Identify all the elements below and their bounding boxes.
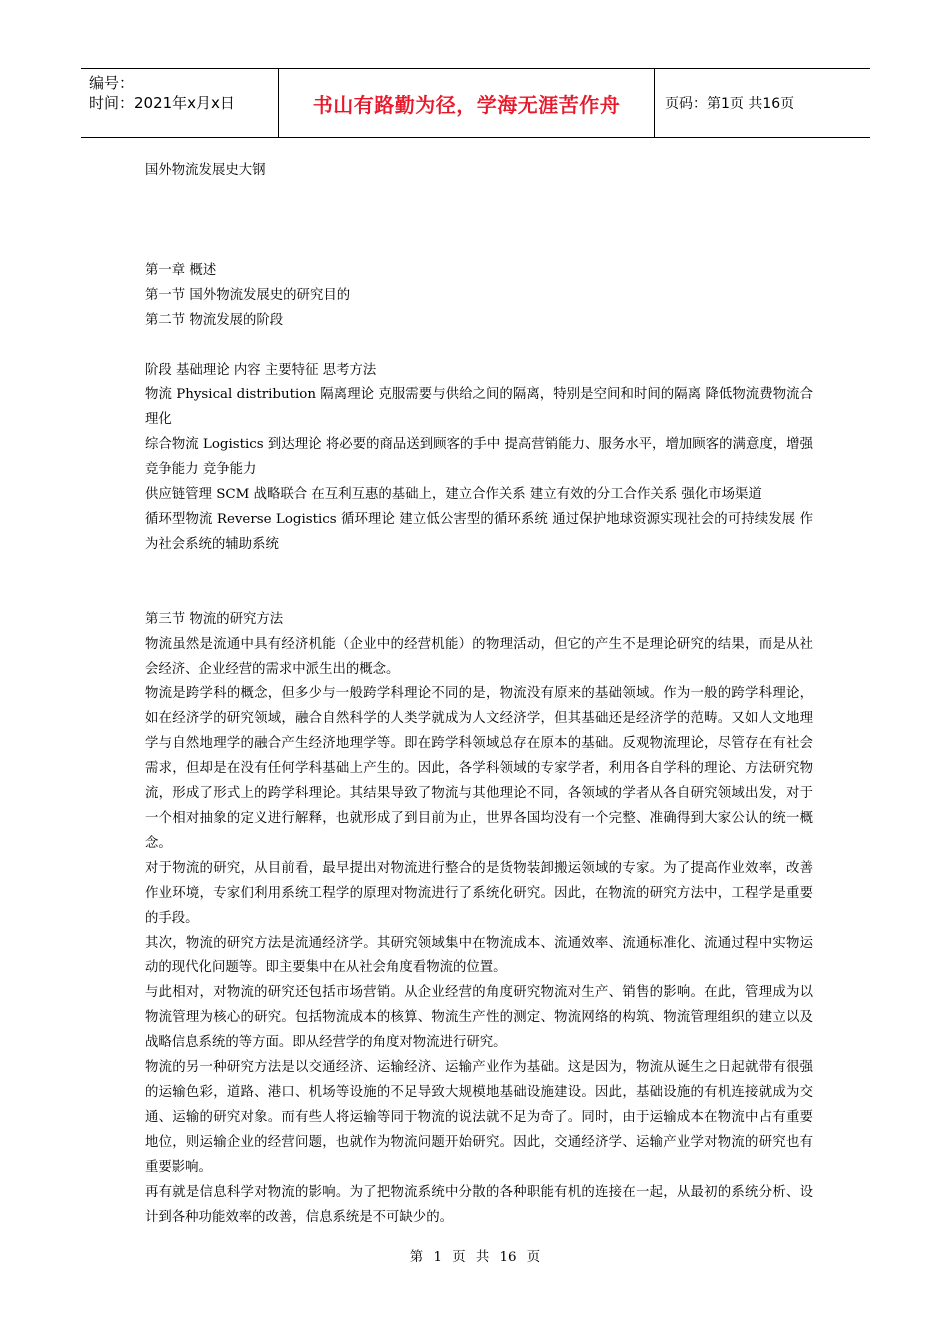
paragraph: 再有就是信息科学对物流的影响。为了把物流系统中分散的各种职能有机的连接在一起，从最初的系统分析、设计到各种功能效率的改善，信息系统是不可缺少的。: [145, 1184, 813, 1225]
toc-section: 第二节 物流发展的阶段: [145, 312, 284, 328]
toc-section: 第一节 国外物流发展史的研究目的: [145, 287, 351, 303]
toc-chapter: 第一章 概述: [145, 262, 217, 278]
paragraph: 物流虽然是流通中具有经济机能（企业中的经营机能）的物理活动，但它的产生不是理论研究的结果，而是从社会经济、企业经营的需求中派生出的概念。: [145, 636, 813, 677]
header-motto: 书山有路勤为径，学海无涯苦作舟: [312, 92, 621, 117]
section-heading: 第三节 物流的研究方法: [145, 611, 284, 627]
header-number: 编号：: [89, 74, 135, 92]
stage-table-header: 阶段 基础理论 内容 主要特征 思考方法: [145, 362, 377, 378]
paragraph: 其次，物流的研究方法是流通经济学。其研究领域集中在物流成本、流通效率、流通标准化、流通过程中实物运动的现代化问题等。即主要集中在从社会角度看物流的位置。: [145, 935, 813, 976]
header-date: 时间：2021年x月x日: [89, 94, 235, 112]
paragraph: 物流是跨学科的概念，但多少与一般跨学科理论不同的是，物流没有原来的基础领域。作为一般的跨学科理论，如在经济学的研究领域，融合自然科学的人类学就成为人文经济学，但其基础还是经济学的范畴。又如人文地理学与自然地理学的融合产生经济地理学等。即在跨学科领域总存在原本的基础。反观物流理论，尽管存在有社会需求，但却是在没有任何学科基础上产生的。因此，各学科领域的专家学者，利用各自学科的理论、方法研究物流，形成了形式上的跨学科理论。其结果导致了物流与其他理论不同，各领域的学者从各自研究领域出发，对于一个相对抽象的定义进行解释，也就形成了到目前为止，世界各国均没有一个完整、准确得到大家公认的统一概念。: [145, 686, 813, 851]
header-meta: [89, 73, 235, 113]
stage-row: 综合物流 Logistics 到达理论 将必要的商品送到顾客的手中 提高营销能力、服务水平，增加顾客的满意度，增强竞争能力 竞争能力: [145, 437, 813, 478]
document-title: 国外物流发展史大钢: [145, 163, 266, 178]
page-footer: [0, 1246, 950, 1265]
document-body: [145, 159, 813, 1230]
page-header: [81, 68, 870, 138]
paragraph: 物流的另一种研究方法是以交通经济、运输经济、运输产业作为基础。这是因为，物流从诞生之日起就带有很强的运输色彩，道路、港口、机场等设施的不足导致大规模地基础设施建设。因此，基础设施的有机连接就成为交通、运输的研究对象。而有些人将运输等同于物流的说法就不足为奇了。同时，由于运输成本在物流中占有重要地位，则运输企业的经营问题，也就作为物流问题开始研究。因此，交通经济学、运输产业学对物流的研究也有重要影响。: [145, 1060, 813, 1175]
footer-page-number: 第 1 页 共 16 页: [409, 1250, 541, 1265]
stage-row: 物流 Physical distribution 隔离理论 克服需要与供给之间的隔离，特别是空间和时间的隔离 降低物流费物流合理化: [145, 387, 813, 428]
paragraph: 与此相对，对物流的研究还包括市场营销。从企业经营的角度研究物流对生产、销售的影响。在此，管理成为以物流管理为核心的研究。包括物流成本的核算、物流生产性的测定、物流网络的构筑、物流管理组织的建立以及战略信息系统的等方面。即从经营学的角度对物流进行研究。: [145, 985, 813, 1051]
paragraph: 对于物流的研究，从目前看，最早提出对物流进行整合的是货物装卸搬运领域的专家。为了提高作业效率，改善作业环境，专家们利用系统工程学的原理对物流进行了系统化研究。因此，在物流的研究方法中，工程学是重要的手段。: [145, 860, 813, 926]
header-page-number: 页码：第1页 共16页: [665, 96, 795, 112]
stage-row: 供应链管理 SCM 战略联合 在互利互惠的基础上，建立合作关系 建立有效的分工合作关系 强化市场渠道: [145, 487, 762, 503]
stage-row: 循环型物流 Reverse Logistics 循环理论 建立低公害型的循环系统 通过保护地球资源实现社会的可持续发展 作为社会系统的辅助系统: [145, 511, 813, 552]
header-divider: [654, 69, 655, 137]
